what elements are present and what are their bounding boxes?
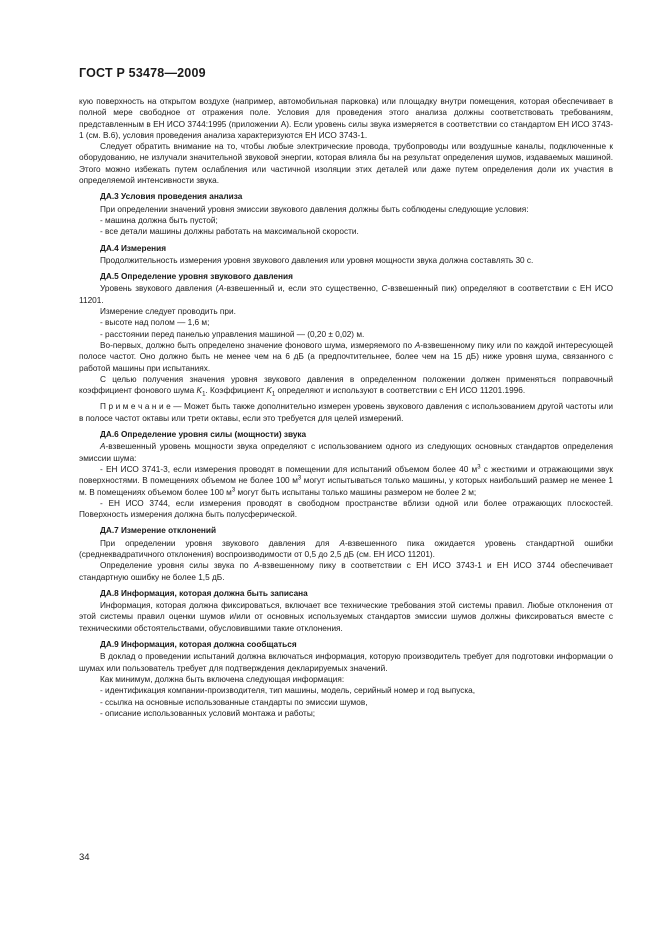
da9-paragraph-2: Как минимум, должна быть включена следующая информация: (100, 674, 345, 684)
da3-list-item-2: - все детали машины должны работать на максимальной скорости. (100, 227, 359, 237)
da6-list-item-1: - ЕН ИСО 3741-3, если измерения проводят в помещении для испытаний объемом более 40 $м^3$ с жесткими и отражающими звук поверхностями. В помещениях объемом не более 100 $м^3$ могут испытываться только машины, у которых наибольший размер не менее 1 м. В помещениях объемом более 100 $м^3$ могут быть испытаны только машины размером не более 2 м; (79, 464, 613, 497)
section-da3-title: ДА.3 Условия проведения анализа (100, 192, 243, 202)
document-body (79, 96, 613, 719)
da5-list-item-2: - расстоянии перед панелью управления машиной — (0,20 ± 0,02) м. (100, 329, 365, 339)
da5-paragraph-4: С целью получения значения уровня звукового давления в определенном положении должен применяться поправочный коэффициент фонового шума $K_1$. Коэффициент $K_1$ определяют и используют в соответствии с ЕН ИСО 11201.1996. (79, 374, 613, 398)
section-da6-title: ДА.6 Определение уровня силы (мощности) звука (100, 430, 307, 440)
da8-paragraph-1: Информация, которая должна фиксироваться, включает все технические требования этой системы правил. Любые отклонения от этой системы правил оценки шумов и/или от основных используемых стандартов эмиссии шумов должны фиксироваться вместе с техническими обстоятельствами, обусловившими такие отклонения. (79, 601, 613, 633)
da4-paragraph-1: Продолжительность измерения уровня звукового давления или уровня мощности звука должна составлять 30 с. (100, 255, 534, 265)
da9-list-item-3: - описание использованных условий монтажа и работы; (100, 708, 316, 718)
da5-paragraph-3: Во-первых, должно быть определено значение фонового шума, измеряемого по А-взвешенному пику или по каждой интересующей полосе частот. Оно должно быть не менее чем на 6 дБ (а предпочтительнее, более чем на 15 дБ) ниже уровня шума, связанного с работой машины при испытаниях. (79, 340, 613, 373)
section-da7-title: ДА.7 Измерение отклонений (100, 526, 217, 536)
da9-paragraph-1: В доклад о проведении испытаний должна включаться информация, которую производитель требует для подготовки информации о шумах или пользователь требует для подтверждения декларируемых значений. (79, 652, 613, 673)
da5-note: П р и м е ч а н и е — Может быть также дополнительно измерен уровень звукового давления с использованием другой частоты или в полосе частот октавы или трети октавы, если это требуется для целей измерений. (79, 402, 613, 423)
intro-paragraph-1: кую поверхность на открытом воздухе (например, автомобильная парковка) или площадку внутри помещения, которая обеспечивает в полной мере свободное от отражения поле. Условия для проведения этого анализа должны соответствовать требованиям, представленным в ЕН ИСО 3744:1995 (приложении А). Если уровень силы звука измеряется в соответствии со стандартом ЕН ИСО 3743-1 (см. В.6), условия проведения анализа характеризуются ЕН ИСО 3743-1. (79, 97, 613, 140)
da5-paragraph-2: Измерение следует проводить при. (100, 307, 236, 317)
section-da5-title: ДА.5 Определение уровня звукового давления (100, 272, 293, 282)
intro-paragraph-2: Следует обратить внимание на то, чтобы любые электрические провода, трубопроводы или воздушные каналы, подключенные к оборудованию, не излучали значительной звуковой энергии, которая влияла бы на результат определения шумов, издаваемых машиной. Этого можно избежать путем ослабления или частичной изоляции этих деталей или даже путем определения доли их участия в определяемой интенсивности звука. (79, 142, 613, 186)
document-header: ГОСТ Р 53478—2009 (79, 66, 206, 80)
da6-paragraph-1: А-взвешенный уровень мощности звука определяют с использованием одного из следующих основных стандартов определения эмиссии шума: (79, 442, 613, 463)
da3-list-item-1: - машина должна быть пустой; (100, 215, 218, 225)
section-da9-title: ДА.9 Информация, которая должна сообщаться (100, 640, 297, 650)
da6-list-item-2: - ЕН ИСО 3744, если измерения проводят в свободном пространстве вблизи одной или более отражающих плоскостей. Поверхность измерения должна быть полусферической. (79, 498, 613, 520)
da5-list-item-1: - высоте над полом — 1,6 м; (100, 318, 210, 328)
section-da8-title: ДА.8 Информация, которая должна быть записана (100, 588, 308, 598)
page-number: 34 (79, 852, 90, 863)
section-da4-title: ДА.4 Измерения (100, 243, 167, 253)
da9-list-item-1: - идентификация компании-производителя, тип машины, модель, серийный номер и год выпуска, (100, 686, 476, 696)
da3-paragraph-1: При определении значений уровня эмиссии звукового давления должны быть соблюдены следующие условия: (100, 204, 529, 214)
da5-paragraph-1: Уровень звукового давления (А-взвешенный и, если это существенно, С-взвешенный пик) определяют в соответствии с ЕН ИСО 11201. (79, 284, 614, 305)
da7-paragraph-2: Определение уровня силы звука по А-взвешенному пику в соответствии с ЕН ИСО 3743-1 и ЕН ИСО 3744 обеспечивает стандартную ошибку не более 1,5 дБ. (79, 561, 614, 582)
da7-paragraph-1: При определении уровня звукового давления для А-взвешенного пика ожидается уровень стандартной ошибки (среднеквадратичного отклонения) воспроизводимости от 0,5 до 2,5 дБ (см. ЕН ИСО 11201). (79, 538, 613, 559)
da9-list-item-2: - ссылка на основные использованные стандарты по эмиссии шумов, (100, 697, 368, 707)
